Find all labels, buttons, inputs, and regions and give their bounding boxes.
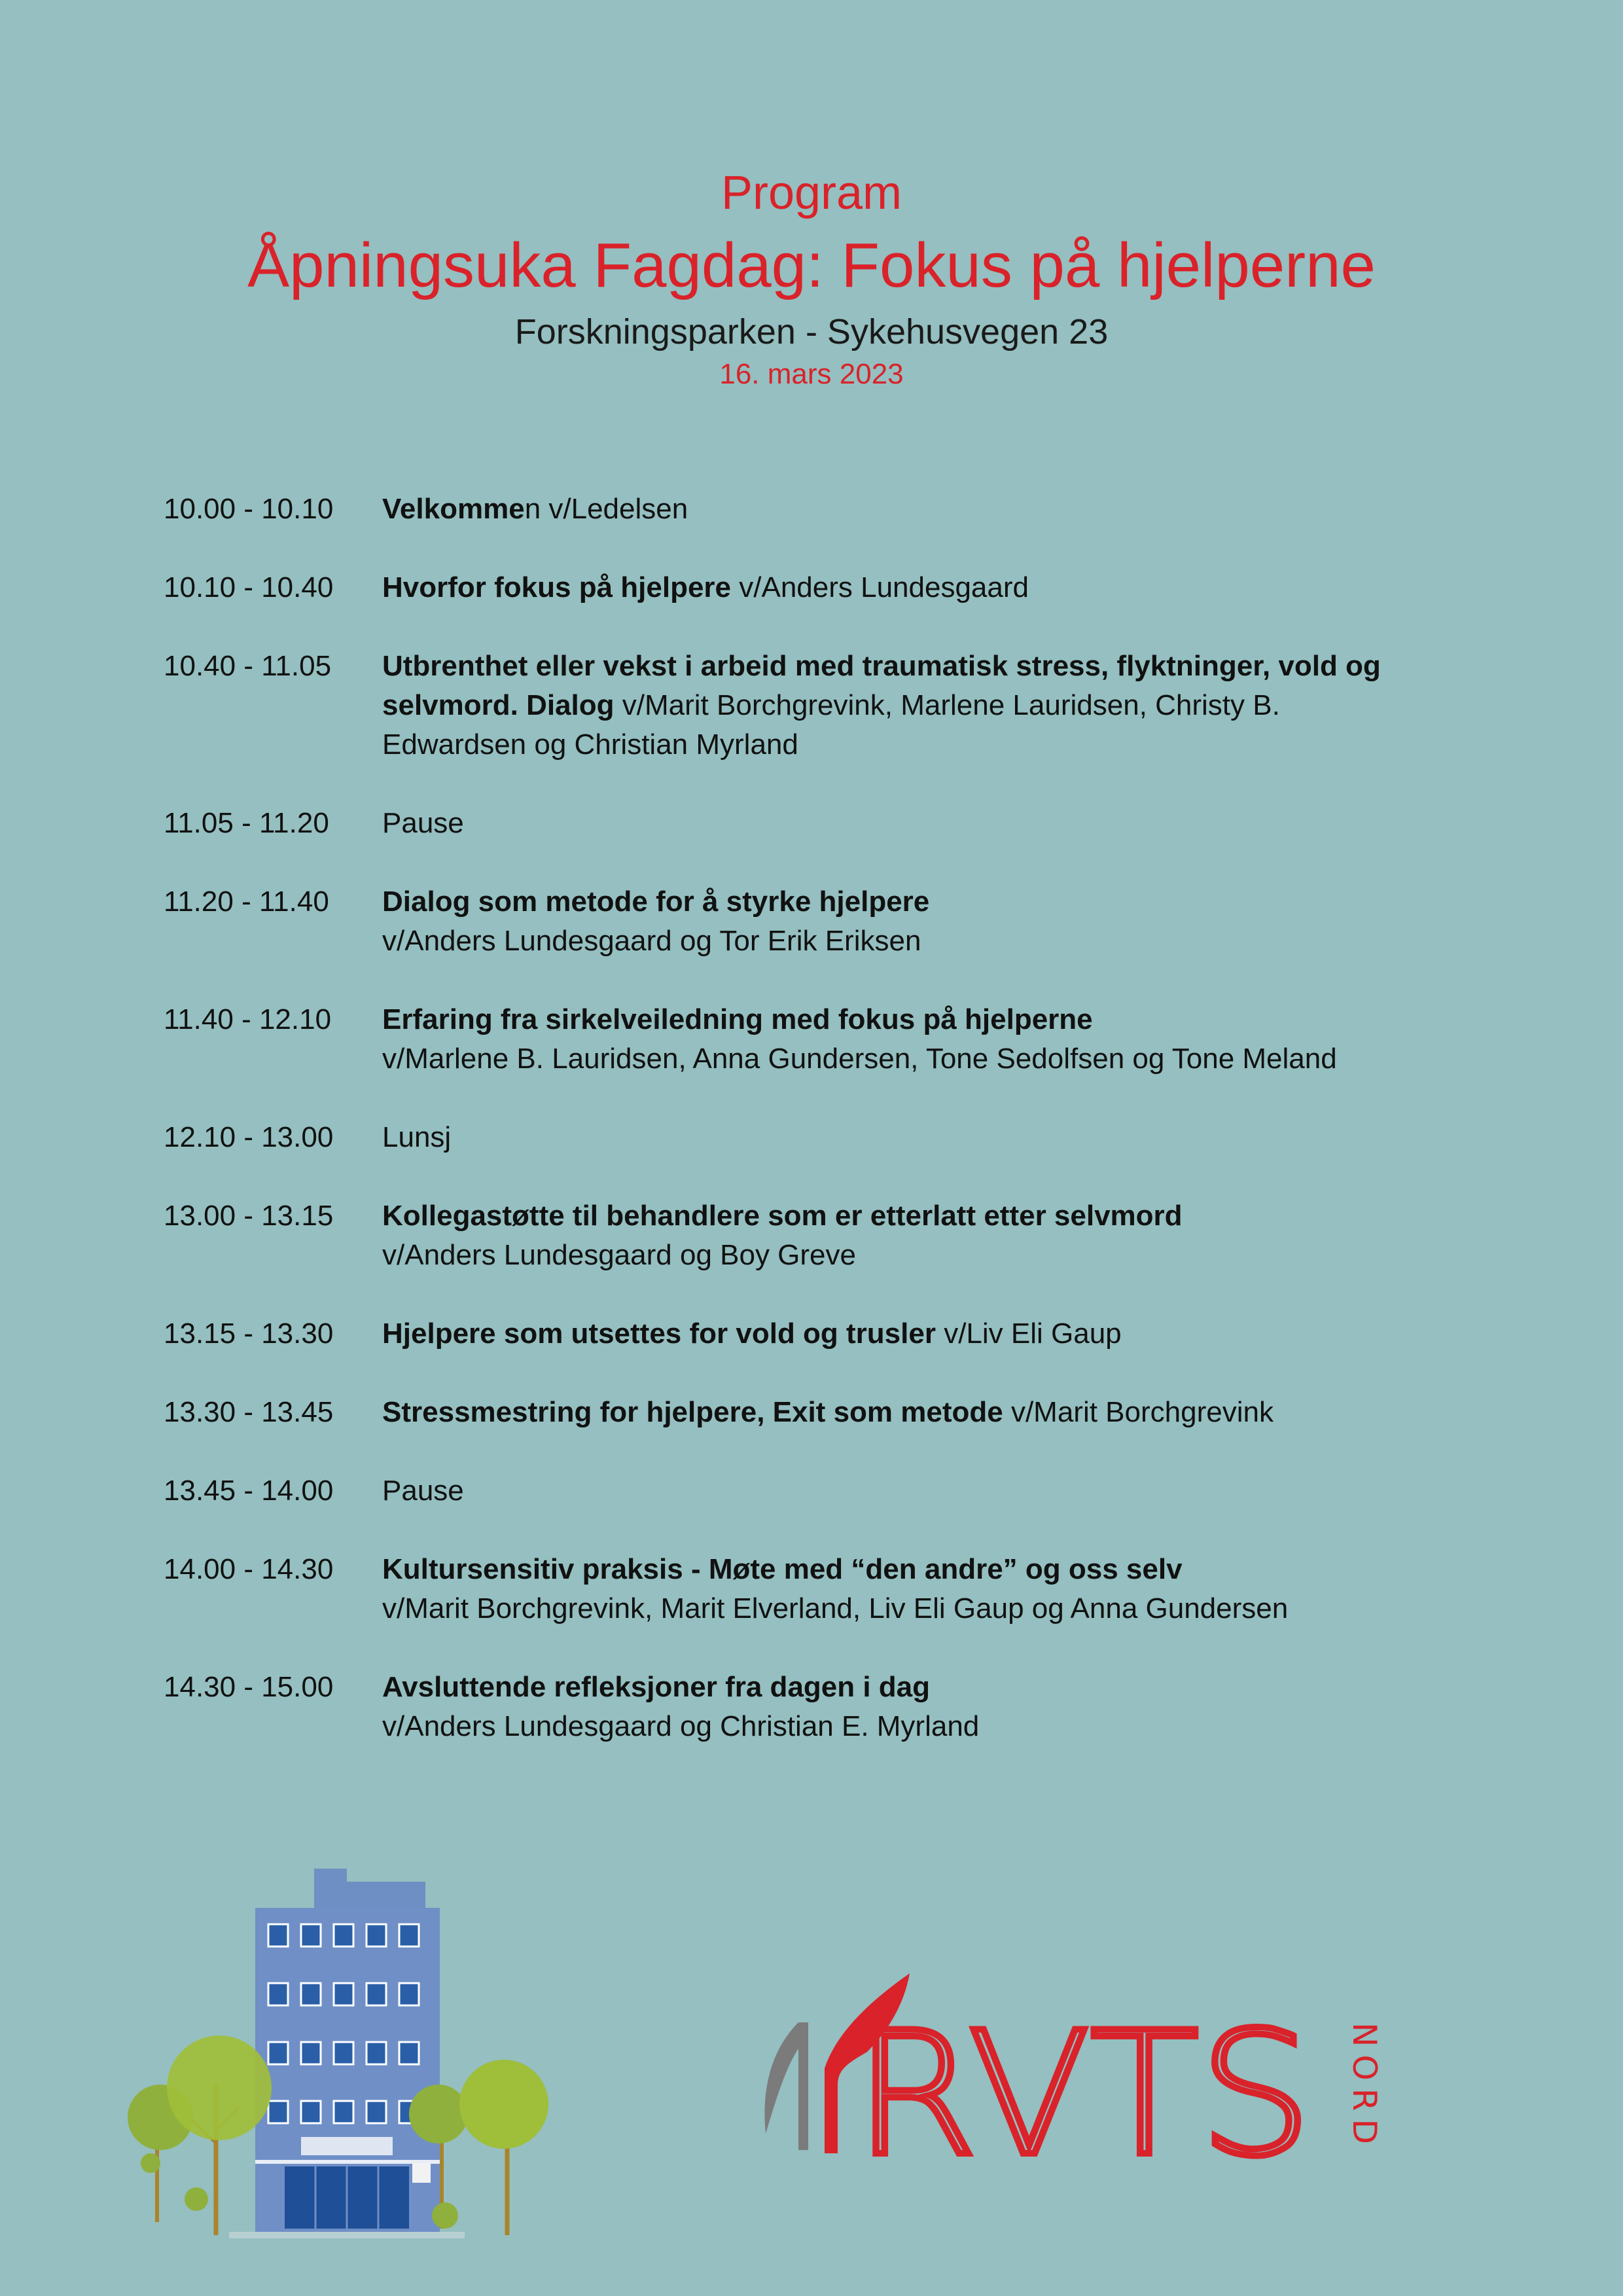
- venue: Forskningsparken - Sykehusvegen 23: [514, 312, 1109, 351]
- schedule-time: 13.15 - 13.30: [164, 1318, 334, 1350]
- session-speakers: v/Anders Lundesgaard og Christian E. Myrland: [382, 1710, 980, 1742]
- session-title: Hjelpere som utsettes for vold og trusler: [382, 1318, 936, 1350]
- session-speakers: v/Liv Eli Gaup: [935, 1318, 1122, 1350]
- schedule-desc: [382, 1668, 1472, 1746]
- schedule-row: [164, 1550, 1472, 1628]
- building-illustration: [124, 1869, 569, 2248]
- schedule-row: [164, 647, 1472, 764]
- session-title: Hvorfor fokus på hjelpere: [382, 571, 732, 603]
- session-speakers: v/Anders Lundesgaard og Tor Erik Eriksen: [382, 925, 921, 957]
- schedule-row: [164, 1314, 1472, 1354]
- logo-side-text: NORD: [1346, 2022, 1383, 2152]
- session-speakers: v/Marit Borchgrevink, Marit Elverland, Liv Eli Gaup og Anna Gundersen: [382, 1592, 1289, 1624]
- schedule-desc: [382, 1550, 1472, 1628]
- schedule-desc: [382, 647, 1410, 764]
- program-label: Program: [721, 167, 902, 219]
- schedule-time: 14.00 - 14.30: [164, 1553, 334, 1585]
- schedule-row: [164, 1471, 1472, 1511]
- schedule-time: 13.30 - 13.45: [164, 1396, 334, 1428]
- schedule-row: [164, 568, 1472, 607]
- session-speakers: v/Marit Borchgrevink, Marlene Lauridsen, Christy B. Edwardsen og Christian Myrland: [382, 689, 1280, 761]
- schedule: [164, 490, 1472, 1785]
- session-title: Kollegastøtte til behandlere som er etterlatt etter selvmord: [382, 1200, 1183, 1232]
- session-speakers: v/Marit Borchgrevink: [1003, 1396, 1274, 1428]
- schedule-time: 11.05 - 11.20: [164, 807, 329, 839]
- schedule-desc: [382, 1000, 1472, 1079]
- session-speakers: Pause: [382, 1475, 464, 1507]
- schedule-desc: [382, 804, 1472, 843]
- session-title: Utbrenthet eller vekst i arbeid med traumatisk stress, flyktninger, vold og selvmord. Dialog: [382, 650, 1381, 721]
- schedule-desc: [382, 568, 1472, 607]
- schedule-desc: [382, 1393, 1472, 1432]
- session-title: Velkomme: [382, 493, 525, 525]
- session-speakers: v/Anders Lundesgaard: [731, 571, 1029, 603]
- event-date: 16. mars 2023: [719, 358, 904, 390]
- schedule-row: [164, 490, 1472, 529]
- rvts-nord-logo: [746, 1970, 1400, 2173]
- header: [0, 164, 1623, 394]
- schedule-desc: [382, 1196, 1472, 1275]
- schedule-row: [164, 1118, 1472, 1157]
- schedule-row: [164, 1196, 1472, 1275]
- schedule-desc: [382, 490, 1472, 529]
- session-speakers: Lunsj: [382, 1121, 452, 1153]
- schedule-desc: [382, 882, 1472, 961]
- session-speakers: Pause: [382, 807, 464, 839]
- schedule-time: 14.30 - 15.00: [164, 1671, 334, 1703]
- session-speakers: v/Anders Lundesgaard og Boy Greve: [382, 1239, 857, 1271]
- schedule-desc: [382, 1471, 1472, 1511]
- schedule-time: 13.00 - 13.15: [164, 1200, 334, 1232]
- session-speakers: v/Marlene B. Lauridsen, Anna Gundersen, Tone Sedolfsen og Tone Meland: [382, 1043, 1337, 1075]
- schedule-time: 10.00 - 10.10: [164, 493, 334, 525]
- schedule-desc: [382, 1118, 1472, 1157]
- session-speakers: n v/Ledelsen: [524, 493, 688, 525]
- schedule-time: 10.10 - 10.40: [164, 571, 334, 603]
- session-title: Stressmestring for hjelpere, Exit som metode: [382, 1396, 1003, 1428]
- schedule-time: 13.45 - 14.00: [164, 1475, 334, 1507]
- session-title: Erfaring fra sirkelveiledning med fokus på hjelperne: [382, 1003, 1093, 1035]
- session-title: Dialog som metode for å styrke hjelpere: [382, 886, 930, 918]
- page-title: Åpningsuka Fagdag: Fokus på hjelperne: [247, 230, 1376, 300]
- schedule-row: [164, 1000, 1472, 1079]
- schedule-time: 11.20 - 11.40: [164, 886, 329, 918]
- schedule-row: [164, 882, 1472, 961]
- schedule-row: [164, 804, 1472, 843]
- logo-text: RVTS: [854, 1996, 1312, 2173]
- session-title: Avsluttende refleksjoner fra dagen i dag: [382, 1671, 931, 1703]
- schedule-row: [164, 1668, 1472, 1746]
- schedule-time: 10.40 - 11.05: [164, 650, 332, 682]
- schedule-time: 11.40 - 12.10: [164, 1003, 332, 1035]
- schedule-time: 12.10 - 13.00: [164, 1121, 334, 1153]
- schedule-desc: [382, 1314, 1472, 1354]
- session-title: Kultursensitiv praksis - Møte med “den andre” og oss selv: [382, 1553, 1183, 1585]
- schedule-row: [164, 1393, 1472, 1432]
